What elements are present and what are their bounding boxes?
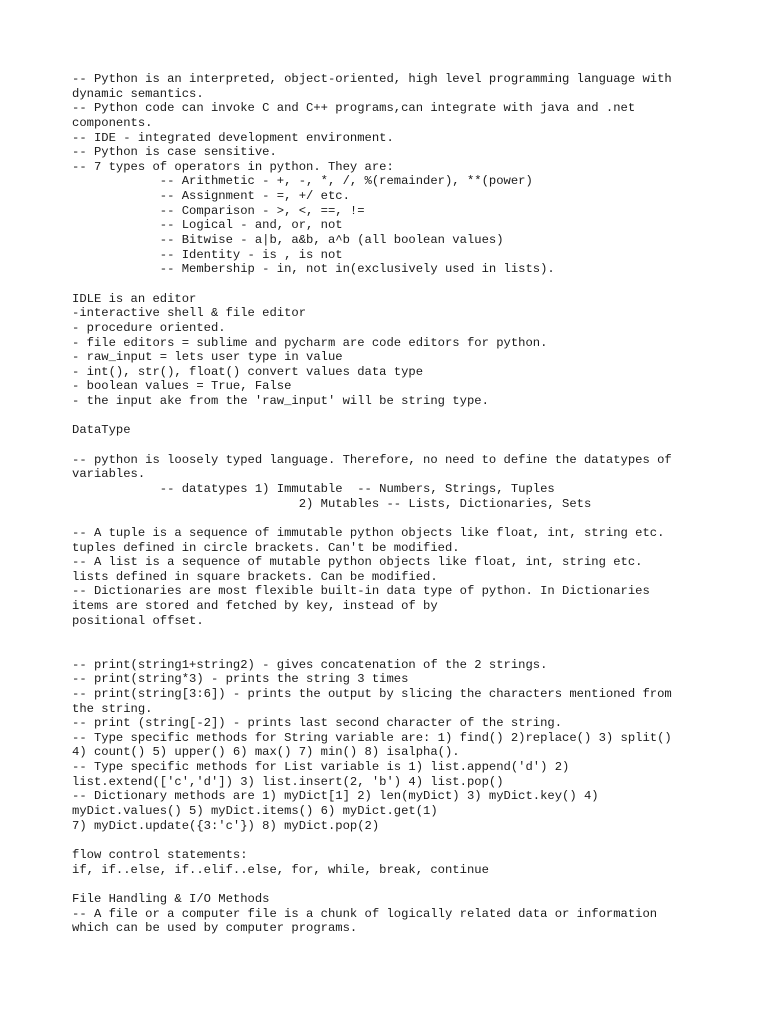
text-line: 7) myDict.update({3:'c'}) 8) myDict.pop(2) [72,818,380,833]
text-line: -- Bitwise - a|b, a&b, a^b (all boolean values) [72,233,504,248]
text-line: IDLE is an editor [72,291,197,306]
text-line: 2) Mutables -- Lists, Dictionaries, Sets [72,496,592,511]
text-line: - file editors = sublime and pycharm are code editors for python. [72,335,548,350]
text-line: -- Type specific methods for String variable are: 1) find() 2)replace() 3) split() [72,730,672,745]
text-line: -- Identity - is , is not [72,247,343,262]
text-line: -- print(string1+string2) - gives concatenation of the 2 strings. [72,657,548,672]
text-line: -- Dictionaries are most flexible built-in data type of python. In Dictionaries [72,584,650,599]
blank-line [72,643,752,658]
text-line: DataType [72,423,131,438]
text-line: -- IDE - integrated development environment. [72,130,394,145]
text-line: tuples defined in circle brackets. Can't be modified. [72,540,460,555]
text-line: File Handling & I/O Methods [72,891,270,906]
text-line: - raw_input = lets user type in value [72,350,343,365]
text-line: -interactive shell & file editor [72,306,307,321]
text-line: -- Arithmetic - +, -, *, /, %(remainder), **(power) [72,174,533,189]
text-line: positional offset. [72,613,204,628]
text-line: items are stored and fetched by key, instead of by [72,599,438,614]
document-page [72,72,752,936]
text-line: list.extend(['c','d']) 3) list.insert(2, 'b') 4) list.pop() [72,774,504,789]
text-line: -- Python is an interpreted, object-oriented, high level programming language with [72,72,672,86]
text-line: -- print (string[-2]) - prints last second character of the string. [72,716,563,731]
text-line: -- python is loosely typed language. Therefore, no need to define the datatypes of [72,452,672,467]
text-line: flow control statements: [72,847,248,862]
text-line: if, if..else, if..elif..else, for, while, break, continue [72,862,489,877]
blank-line [72,438,752,453]
blank-line [72,628,752,643]
text-line: -- A list is a sequence of mutable python objects like float, int, string etc. [72,555,643,570]
text-line: -- Comparison - >, <, ==, != [72,203,365,218]
blank-line [72,877,752,892]
text-line: myDict.values() 5) myDict.items() 6) myDict.get(1) [72,804,438,819]
text-line: -- Python is case sensitive. [72,145,277,160]
text-line: - int(), str(), float() convert values data type [72,364,424,379]
text-line: - boolean values = True, False [72,379,292,394]
text-line: lists defined in square brackets. Can be modified. [72,569,438,584]
text-line: 4) count() 5) upper() 6) max() 7) min() 8) isalpha(). [72,745,460,760]
text-line: -- Assignment - =, +/ etc. [72,189,350,204]
blank-line [72,277,752,292]
text-line: -- A file or a computer file is a chunk of logically related data or information [72,906,658,921]
blank-line [72,511,752,526]
text-line: variables. [72,467,146,482]
text-line: the string. [72,701,153,716]
text-line: -- A tuple is a sequence of immutable python objects like float, int, string etc. [72,525,665,540]
text-line: -- 7 types of operators in python. They are: [72,159,394,174]
text-line: -- Logical - and, or, not [72,218,343,233]
blank-line [72,409,752,424]
text-line: -- print(string[3:6]) - prints the output by slicing the characters mentioned from [72,686,672,701]
text-line: -- datatypes 1) Immutable -- Numbers, Strings, Tuples [72,481,555,496]
text-line: - procedure oriented. [72,320,226,335]
text-line: -- print(string*3) - prints the string 3 times [72,672,409,687]
text-line: -- Membership - in, not in(exclusively used in lists). [72,262,555,277]
text-line: -- Python code can invoke C and C++ programs,can integrate with java and .net [72,101,636,116]
text-line: - the input ake from the 'raw_input' will be string type. [72,394,489,409]
blank-line [72,833,752,848]
text-line: components. [72,115,153,130]
text-line: -- Dictionary methods are 1) myDict[1] 2) len(myDict) 3) myDict.key() 4) [72,789,599,804]
text-line: dynamic semantics. [72,86,204,101]
text-line: which can be used by computer programs. [72,921,358,936]
text-line: -- Type specific methods for List variable is 1) list.append('d') 2) [72,760,570,775]
